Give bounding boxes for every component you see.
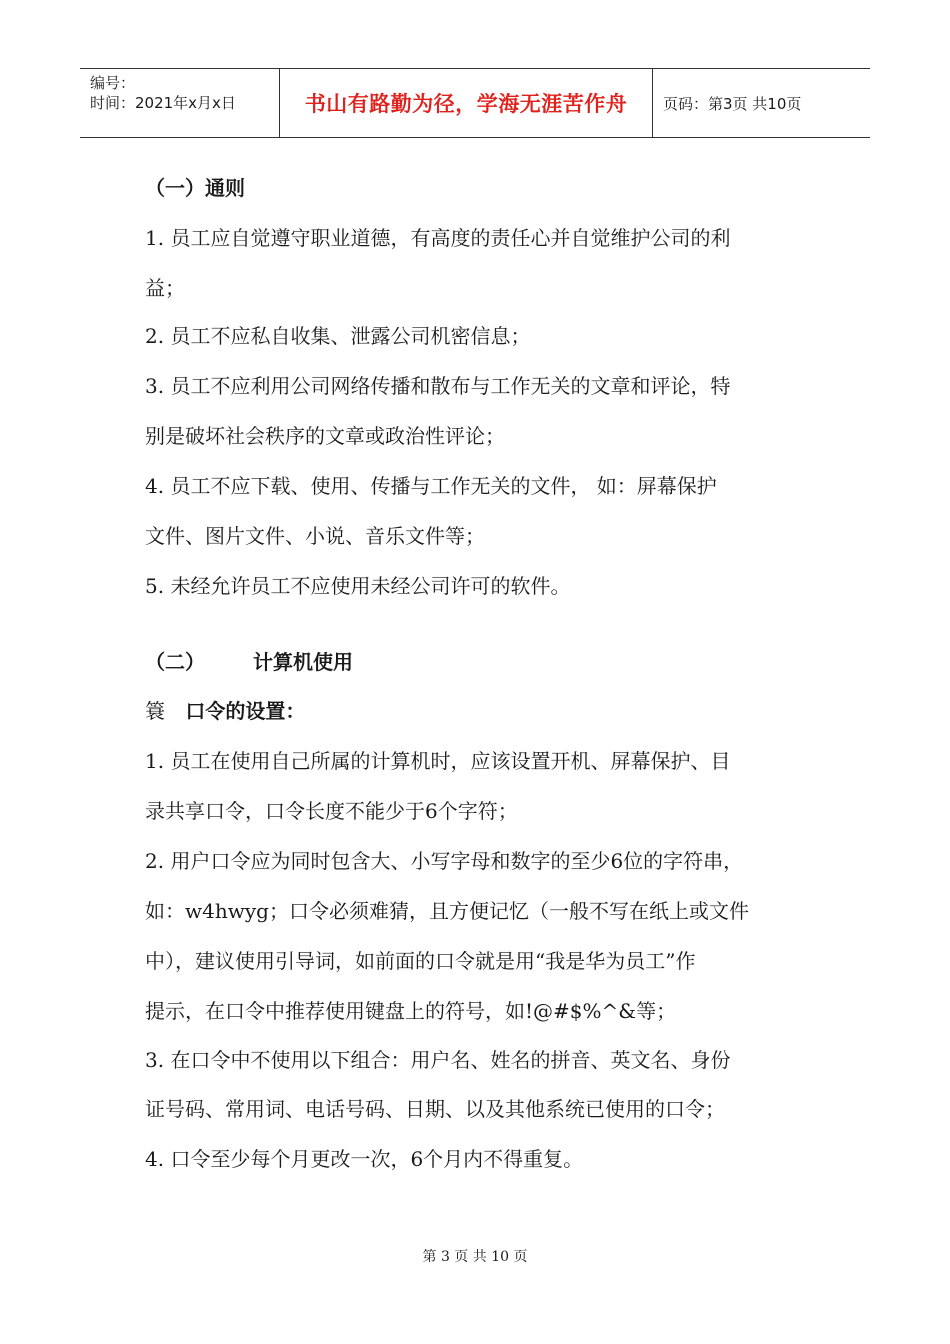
document-time-label: 时间：2021年x月x日	[90, 94, 236, 112]
section-1-line: 益；	[145, 276, 185, 300]
section-2-line: 录共享口令，口令长度不能少于6个字符；	[145, 799, 518, 823]
section-2-line: 1. 员工在使用自己所属的计算机时，应该设置开机、屏幕保护、目	[145, 749, 731, 773]
section-2-title	[145, 646, 353, 675]
header-page-code: 页码：第3页 共10页	[663, 94, 802, 113]
section-2-title-text: 计算机使用	[253, 650, 353, 674]
subsection-title	[145, 695, 305, 724]
section-2-line: 3. 在口令中不使用以下组合：用户名、姓名的拼音、英文名、身份	[145, 1048, 731, 1072]
page-footer: 第 3 页 共 10 页	[422, 1249, 528, 1265]
header-meta	[80, 69, 280, 137]
section-2-line: 如：w4hwyg；口令必须难猜，且方便记忆（一般不写在纸上或文件	[145, 899, 749, 923]
section-1-line: 文件、图片文件、小说、音乐文件等；	[145, 524, 485, 548]
section-2-line: 提示，在口令中推荐使用键盘上的符号，如!@#$%^&等；	[145, 999, 677, 1023]
section-2-line: 2. 用户口令应为同时包含大、小写字母和数字的至少6位的字符串，	[145, 849, 744, 873]
page-header	[80, 68, 870, 138]
section-1-line: 1. 员工应自觉遵守职业道德，有高度的责任心并自觉维护公司的利	[145, 226, 731, 250]
section-1-line: 5. 未经允许员工不应使用未经公司许可的软件。	[145, 574, 571, 598]
section-2-line: 证号码、常用词、电话号码、日期、以及其他系统已使用的口令；	[145, 1097, 725, 1121]
section-2-line: 中），建议使用引导词，如前面的口令就是用“我是华为员工”作	[145, 949, 696, 973]
section-1-line: 3. 员工不应利用公司网络传播和散布与工作无关的文章和评论，特	[145, 374, 731, 398]
document-number-label: 编号：	[90, 74, 136, 92]
subsection-bullet: 簑	[145, 699, 165, 723]
section-2-line: 4. 口令至少每个月更改一次，6个月内不得重复。	[145, 1147, 584, 1171]
section-1-line: 2. 员工不应私自收集、泄露公司机密信息；	[145, 324, 531, 348]
subsection-title-text: 口令的设置：	[185, 699, 306, 723]
section-1-line: 别是破坏社会秩序的文章或政治性评论；	[145, 424, 505, 448]
section-1-title: （一）通则	[145, 176, 245, 200]
section-1-line: 4. 员工不应下载、使用、传播与工作无关的文件， 如：屏幕保护	[145, 474, 717, 498]
header-slogan: 书山有路勤为径，学海无涯苦作舟	[280, 69, 653, 137]
section-2-number: （二）	[145, 650, 205, 674]
